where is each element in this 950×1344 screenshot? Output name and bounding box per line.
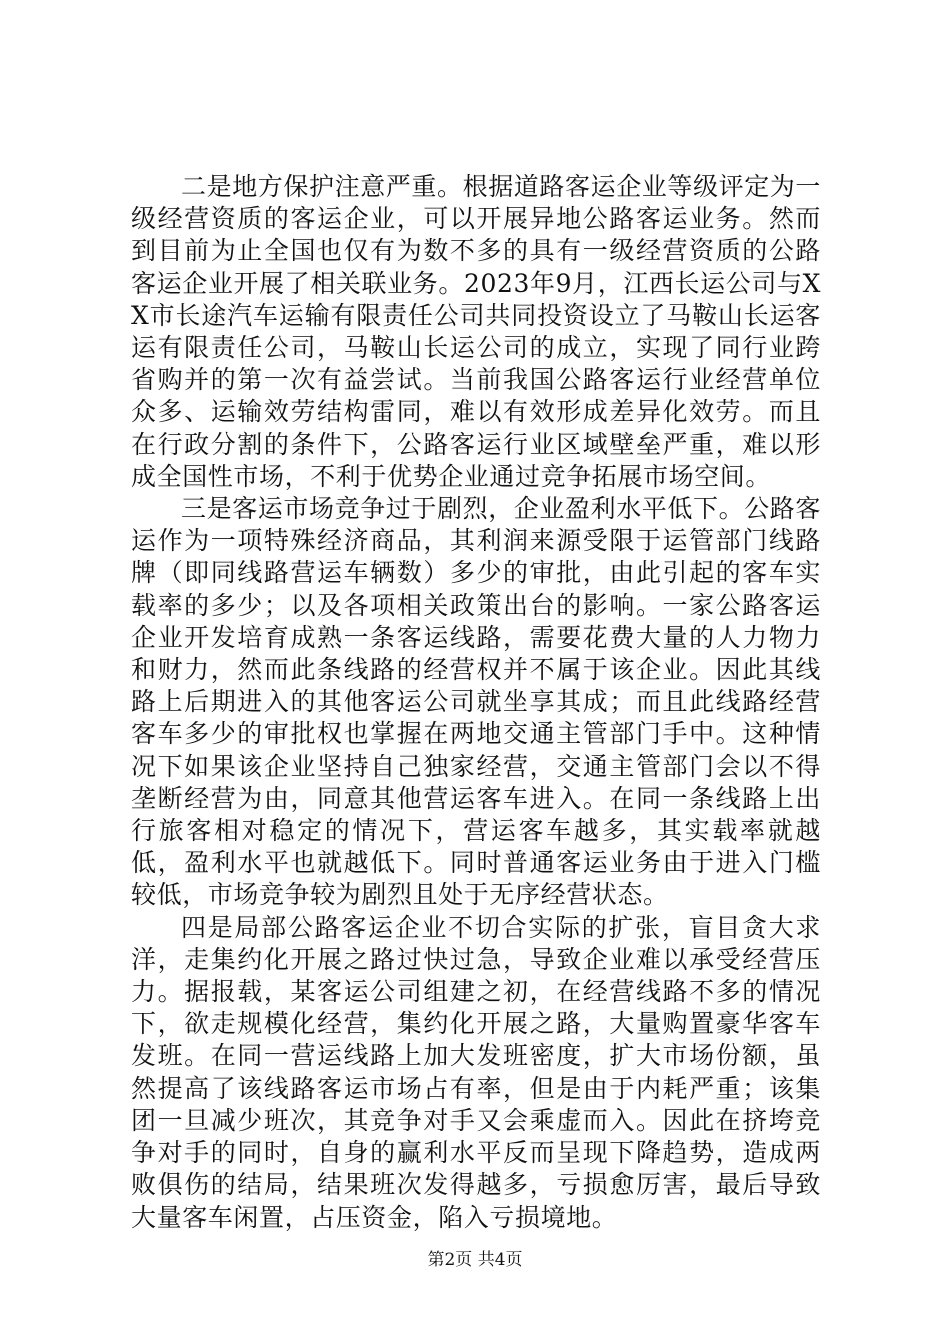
page-number-footer: 第2页 共4页 (427, 1250, 523, 1270)
paragraph-blind-expansion: 四是局部公路客运企业不切合实际的扩张，盲目贪大求洋，走集约化开展之路过快过急，导致企业难以承受经营压力。据报载，某客运公司组建之初，在经营线路不多的情况下，欲走规模化经营，集约化开展之路，大量购置豪华客车发班。在同一营运线路上加大发班密度，扩大市场份额，虽然提高了该线路客运市场占有率，但是由于内耗严重；该集团一旦减少班次，其竞争对手又会乘虚而入。因此在挤垮竞争对手的同时，自身的赢利水平反而呈现下降趋势，造成两败俱伤的结局，结果班次发得越多，亏损愈厉害，最后导致大量客车闲置，占压资金，陷入亏损境地。 (131, 912, 821, 1232)
document-body (131, 171, 821, 1234)
paragraph-market-competition: 三是客运市场竞争过于剧烈，企业盈利水平低下。公路客运作为一项特殊经济商品，其利润来源受限于运管部门线路牌（即同线路营运车辆数）多少的审批，由此引起的客车实载率的多少；以及各项相关政策出台的影响。一家公路客运企业开发培育成熟一条客运线路，需要花费大量的人力物力和财力，然而此条线路的经营权并不属于该企业。因此其线路上后期进入的其他客运公司就坐享其成；而且此线路经营客车多少的审批权也掌握在两地交通主管部门手中。这种情况下如果该企业坚持自己独家经营，交通主管部门会以不得垄断经营为由，同意其他营运客车进入。在同一条线路上出行旅客相对稳定的情况下，营运客车越多，其实载率就越低，盈利水平也就越低下。同时普通客运业务由于进入门槛较低，市场竞争较为剧烈且处于无序经营状态。 (131, 494, 822, 910)
paragraph-local-protection: 二是地方保护注意严重。根据道路客运企业等级评定为一级经营资质的客运企业，可以开展异地公路客运业务。然而到目前为止全国也仅有为数不多的具有一级经营资质的公路客运企业开展了相关联业务。2023年9月，江西长运公司与XX市长途汽车运输有限责任公司共同投资设立了马鞍山长运客运有限责任公司，马鞍山长运公司的成立，实现了同行业跨省购并的第一次有益尝试。当前我国公路客运行业经营单位众多、运输效劳结构雷同，难以有效形成差异化效劳。而且在行政分割的条件下，公路客运行业区域壁垒严重，难以形成全国性市场，不利于优势企业通过竞争拓展市场空间。 (131, 172, 822, 491)
